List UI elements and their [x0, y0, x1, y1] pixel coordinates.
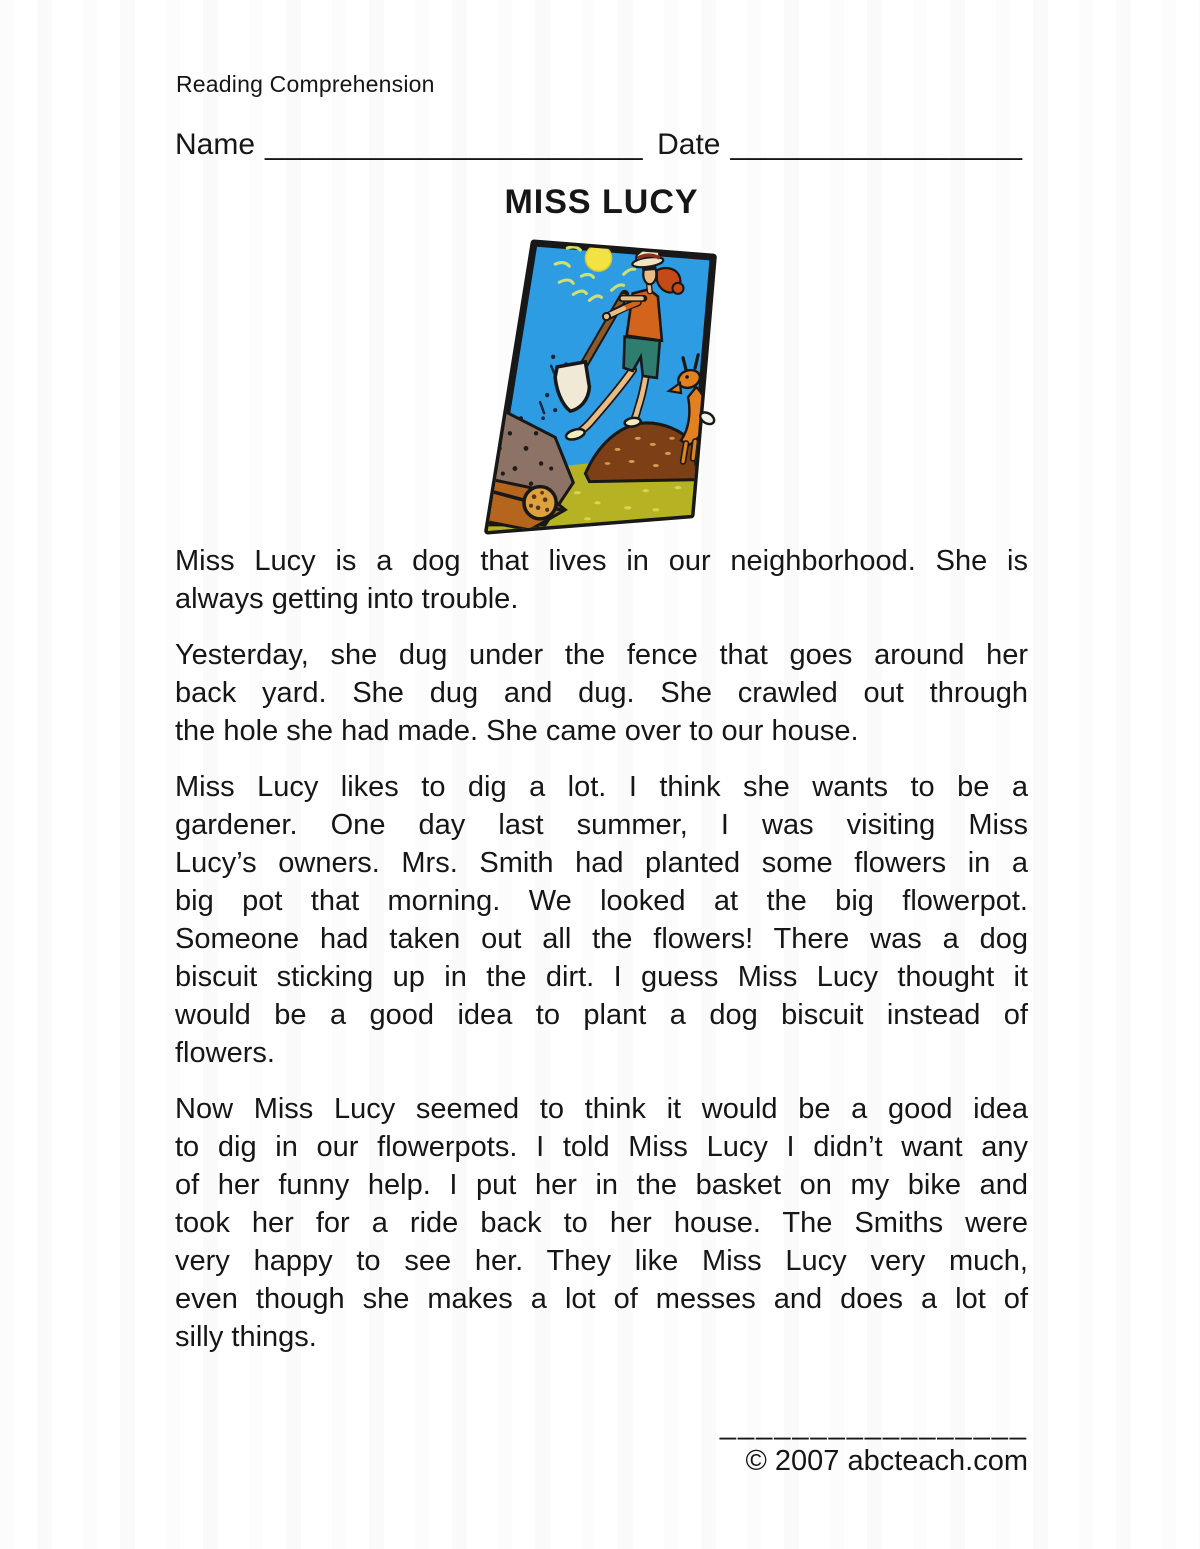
girl-digging-illustration: [484, 236, 722, 538]
story-line: to dig in our flowerpots. I told Miss Lucy I didn’t want any: [175, 1131, 1028, 1163]
dog-biscuit-cookie: [524, 487, 556, 519]
story-paragraph: [175, 542, 1028, 618]
story-paragraph: [175, 768, 1028, 1072]
footer-blank-line: _________________: [719, 1409, 1028, 1441]
story-line: Lucy’s owners. Mrs. Smith had planted some flowers in a: [175, 847, 1028, 879]
sunglasses-icon: [644, 268, 655, 269]
story-line: very happy to see her. They like Miss Lucy very much,: [175, 1245, 1028, 1277]
story-line: biscuit sticking up in the dirt. I guess Miss Lucy thought it: [175, 961, 1028, 993]
story-line: even though she makes a lot of messes and does a lot of: [175, 1283, 1028, 1315]
story-line: back yard. She dug and dug. She crawled out through: [175, 677, 1028, 709]
story-line: Now Miss Lucy seemed to think it would be a good idea: [175, 1093, 1028, 1125]
story-line: took her for a ride back to her house. The Smiths were: [175, 1207, 1028, 1239]
story-line: Yesterday, she dug under the fence that goes around her: [175, 639, 1028, 671]
date-label: Date: [657, 128, 721, 161]
story: [175, 542, 1028, 1356]
copyright-text: © 2007 abcteach.com: [745, 1445, 1028, 1477]
name-blank-line: ______________________: [265, 128, 644, 161]
story-line: Miss Lucy likes to dig a lot. I think she wants to be a: [175, 771, 1028, 803]
story-line: big pot that morning. We looked at the big flowerpot.: [175, 885, 1028, 917]
story-illustration: [484, 236, 722, 538]
page-title: MISS LUCY: [504, 183, 699, 221]
story-line: always getting into trouble.: [175, 583, 519, 615]
date-blank-line: _________________: [730, 128, 1023, 161]
story-line: gardener. One day last summer, I was visiting Miss: [175, 809, 1028, 841]
story-line: the hole she had made. She came over to our house.: [175, 715, 859, 747]
footer: [720, 1408, 1028, 1478]
name-date-row: [175, 128, 1023, 162]
story-line: Miss Lucy is a dog that lives in our neighborhood. She is: [175, 545, 1028, 577]
story-line: Someone had taken out all the flowers! There was a dog: [175, 923, 1028, 955]
story-line: of her funny help. I put her in the basket on my bike and: [175, 1169, 1028, 1201]
story-paragraph: [175, 636, 1028, 750]
story-paragraph: [175, 1090, 1028, 1356]
sun-icon: [585, 245, 611, 271]
worksheet-type-label: Reading Comprehension: [176, 71, 435, 97]
story-line: flowers.: [175, 1037, 275, 1069]
story-line: would be a good idea to plant a dog biscuit instead of: [175, 999, 1028, 1031]
story-line: silly things.: [175, 1321, 317, 1353]
name-label: Name: [175, 128, 256, 161]
dog-eye: [685, 375, 689, 379]
